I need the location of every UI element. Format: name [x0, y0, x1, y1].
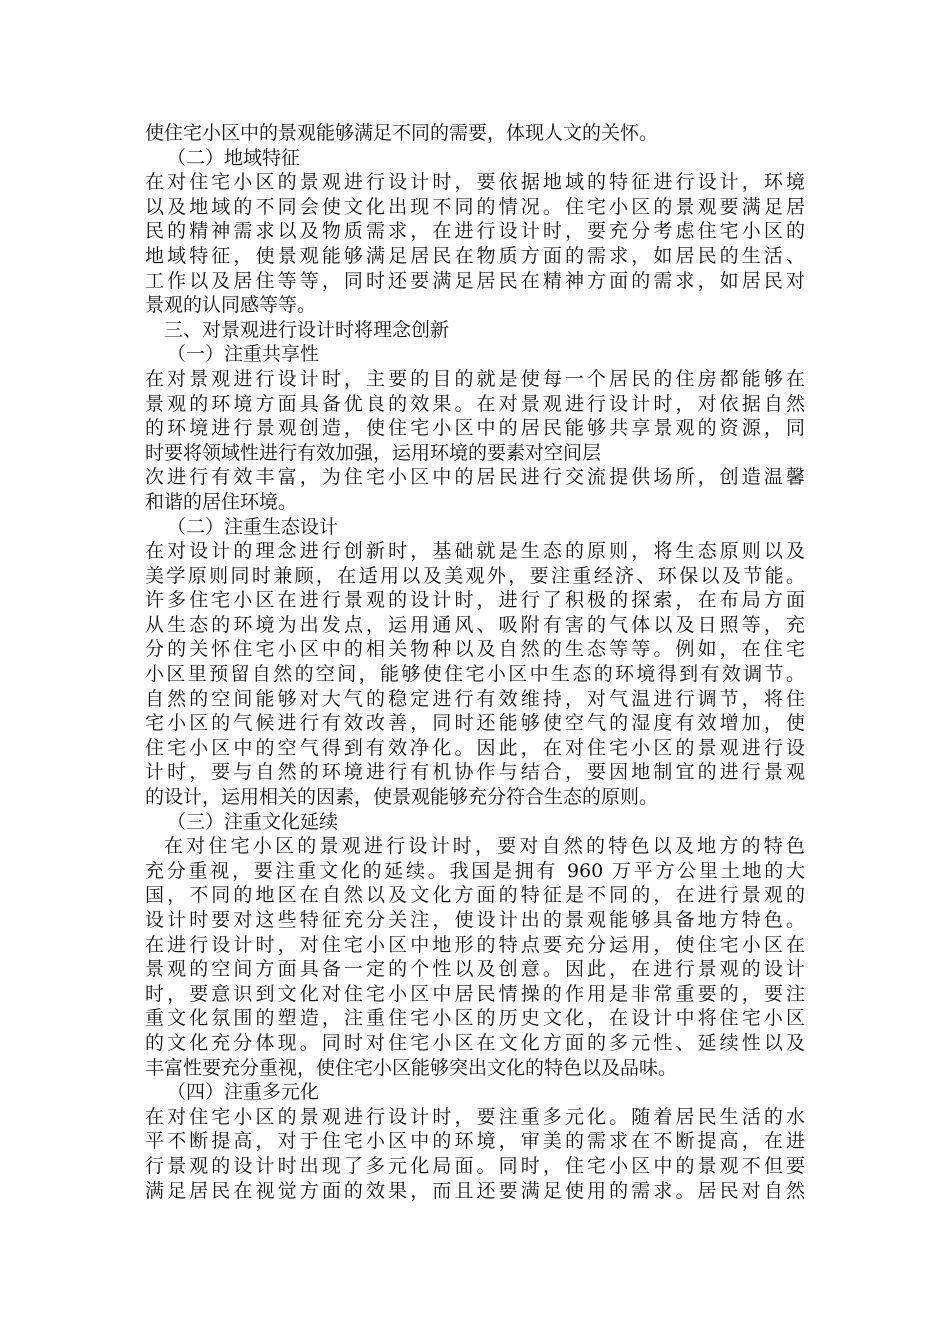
body-text-line: 次进行有效丰富，为住宅小区中的居民进行交流提供场所，创造温馨: [145, 466, 805, 489]
body-text-line: 在对住宅小区的景观进行设计时，要依据地域的特征进行设计，环境: [145, 171, 805, 194]
body-text-line: 平不断提高，对于住宅小区中的环境，审美的需求在不断提高，在进: [145, 1130, 805, 1153]
body-text-line: 设计时要对这些特征充分关注，使设计出的景观能够具备地方特色。: [145, 909, 805, 931]
body-text-line: 在进行设计时，对住宅小区中地形的特点要充分运用，使住宅小区在: [145, 933, 805, 956]
document-page: [145, 121, 805, 1203]
body-text-line: 分的关怀住宅小区中的相关物种以及自然的生态等等。例如，在住宅: [145, 638, 805, 661]
indented-paragraph-start-line: 在对住宅小区的景观进行设计时，要对自然的特色以及地方的特色: [164, 835, 805, 858]
body-text-line: 计时，要与自然的环境进行有机协作与结合，要因地制宜的进行景观: [145, 761, 805, 784]
body-text-line: 景观的空间方面具备一定的个性以及创意。因此，在进行景观的设计: [145, 958, 805, 981]
body-text-line: 充分重视，要注重文化的延续。我国是拥有 960 万平方公里土地的大: [145, 859, 805, 882]
body-text-line: 以及地域的不同会使文化出现不同的情况。住宅小区的景观要满足居: [145, 195, 805, 218]
body-text-line: 从生态的环境为出发点，运用通风、吸附有害的气体以及日照等，充: [145, 613, 805, 636]
body-text-line: 景观的环境方面具备优良的效果。在对景观进行设计时，对依据自然: [145, 392, 805, 415]
body-text-line: 的文化充分体现。同时对住宅小区在文化方面的多元性、延续性以及: [145, 1031, 805, 1054]
paragraph-end-line: 时要将领域性进行有效加强，运用环境的要素对空间层: [145, 441, 602, 464]
section-heading: 三、对景观进行设计时将理念创新: [164, 318, 450, 341]
body-text-line: 住宅小区中的空气得到有效净化。因此，在对住宅小区的景观进行设: [145, 736, 805, 759]
body-text-line: 行景观的设计时出现了多元化局面。同时，住宅小区中的景观不但要: [145, 1154, 805, 1177]
subsection-heading: （一）注重共享性: [167, 343, 320, 366]
paragraph-end-line: 和谐的居住环境。: [145, 490, 298, 513]
subsection-heading: （二）地域特征: [167, 146, 301, 169]
body-text-line: 许多住宅小区在进行景观的设计时，进行了积极的探索，在布局方面: [145, 589, 805, 612]
body-text-line: 宅小区的气候进行有效改善，同时还能够使空气的湿度有效增加，使: [145, 712, 805, 735]
body-text-line: 在对住宅小区的景观进行设计时，要注重多元化。随着居民生活的水: [145, 1105, 805, 1128]
body-text-line: 地域特征，使景观能够满足居民在物质方面的需求，如居民的生活、: [145, 244, 805, 267]
paragraph-end-line: 景观的认同感等等。: [145, 294, 317, 317]
subsection-heading: （四）注重多元化: [167, 1081, 320, 1104]
body-text-line: 民的精神需求以及物质需求，在进行设计时，要充分考虑住宅小区的: [145, 220, 805, 243]
body-text-line: 国，不同的地区在自然以及文化方面的特征是不同的，在进行景观的: [145, 884, 805, 907]
body-text-line: 重文化氛围的塑造，注重住宅小区的历史文化，在设计中将住宅小区: [145, 1007, 805, 1030]
body-text-line: 满足居民在视觉方面的效果，而且还要满足使用的需求。居民对自然: [145, 1179, 805, 1202]
subsection-heading: （二）注重生态设计: [167, 515, 339, 538]
body-text-line: 在对设计的理念进行创新时，基础就是生态的原则，将生态原则以及: [145, 540, 805, 563]
body-text-line: 时，要意识到文化对住宅小区中居民情操的作用是非常重要的，要注: [145, 982, 805, 1005]
body-text-line: 工作以及居住等等，同时还要满足居民在精神方面的需求，如居民对: [145, 269, 805, 292]
body-text-line: 的环境进行景观创造，使住宅小区中的居民能够共享景观的资源，同: [145, 417, 805, 440]
subsection-heading: （三）注重文化延续: [167, 810, 339, 833]
paragraph-end-line: 的设计，运用相关的因素，使景观能够充分符合生态的原则。: [145, 786, 659, 809]
body-text-line: 小区里预留自然的空间，能够使住宅小区中生态的环境得到有效调节。: [145, 663, 805, 686]
body-text-line: 在对景观进行设计时，主要的目的就是使每一个居民的住房都能够在: [145, 367, 805, 390]
paragraph-end-line: 使住宅小区中的景观能够满足不同的需要，体现人文的关怀。: [145, 122, 659, 144]
body-text-line: 美学原则同时兼顾，在适用以及美观外，要注重经济、环保以及节能。: [145, 564, 805, 587]
body-text-line: 自然的空间能够对大气的稳定进行有效维持，对气温进行调节，将住: [145, 687, 805, 710]
paragraph-end-line: 丰富性要充分重视，使住宅小区能够突出文化的特色以及品味。: [145, 1056, 678, 1079]
